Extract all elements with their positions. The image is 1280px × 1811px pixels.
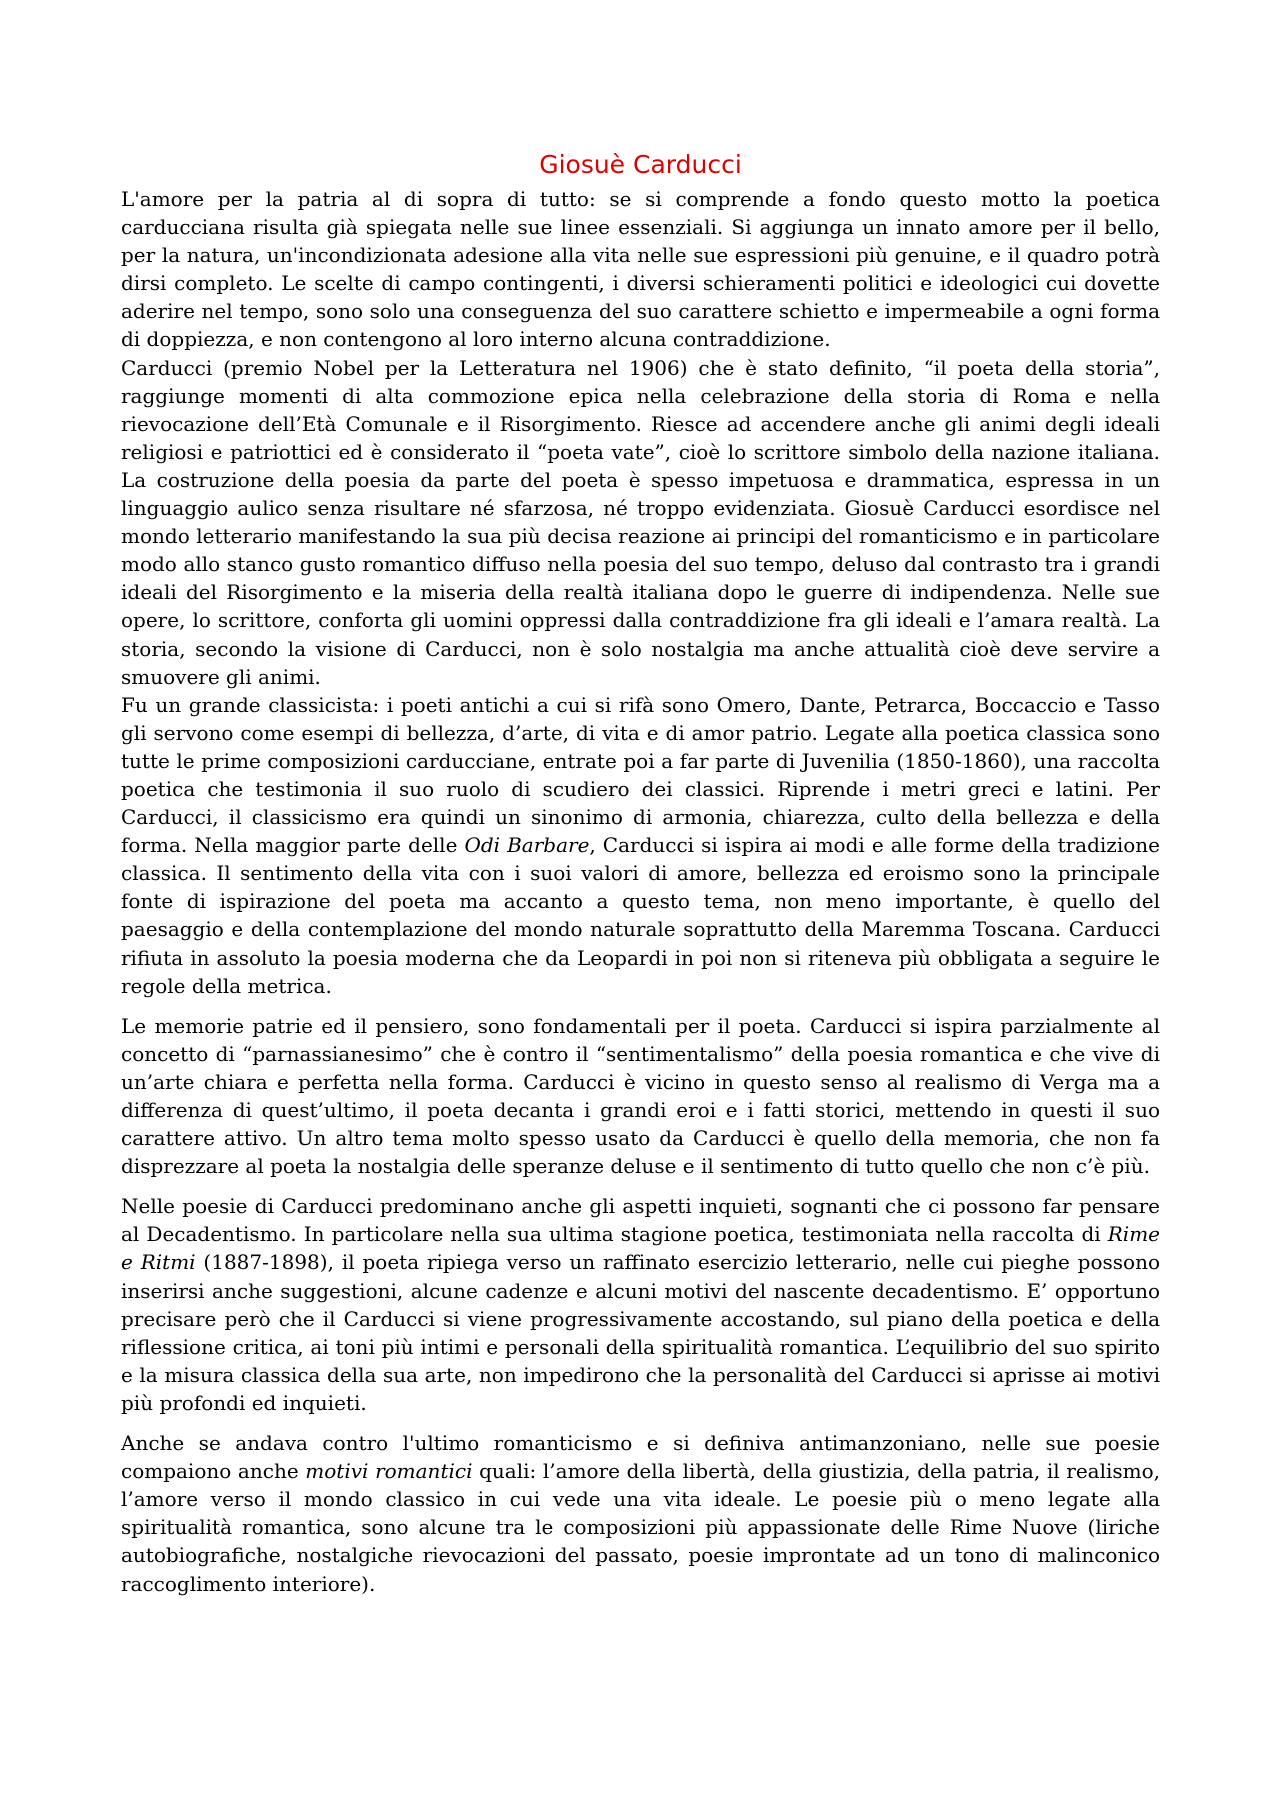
- paragraph-poeta-della-storia: Carducci (premio Nobel per la Letteratura nel 1906) che è stato definito, “il poeta della storia”, raggiunge momenti di alta commozione epica nella celebrazione della storia di Roma e nella rievocazione dell’Età Comunale e il Risorgimento. Riesce ad accendere anche gli animi degli ideali religiosi e patriottici ed è considerato il “poeta vate”, cioè lo scrittore simbolo della nazione italiana. La costruzione della poesia da parte del poeta è spesso impetuosa e drammatica, espressa in un linguaggio aulico senza risultare né sfarzosa, né troppo evidenziata. Giosuè Carducci esordisce nel mondo letterario manifestando la sua più decisa reazione ai principi del romanticismo e in particolare modo allo stanco gusto romantico diffuso nella poesia del suo tempo, deluso dal contrasto tra i grandi ideali del Risorgimento e la miseria della realtà italiana dopo le guerre di indipendenza. Nelle sue opere, lo scrittore, conforta gli uomini oppressi dalla contraddizione fra gli ideali e l’amara realtà. La storia, secondo la visione di Carducci, non è solo nostalgia ma anche attualità cioè deve servire a smuovere gli animi.: [121, 355, 1160, 689]
- paragraph-text: Anche se andava contro l'ultimo romanticismo e si definiva antimanzoniano, nelle sue poesie compaiono anche: [121, 1431, 1160, 1484]
- italic-phrase-motivi-romantici: motivi romantici: [305, 1459, 473, 1484]
- paragraph-motivi-romantici: [121, 1429, 1160, 1598]
- document-page: [121, 148, 1160, 1598]
- paragraph-text: , Carducci si ispira ai modi e alle forme della tradizione classica. Il sentimento della vita con i suoi valori di amore, bellezza ed eroismo sono la principale fonte di ispirazione del poeta ma accanto a questo tema, non meno importante, è quello del paesaggio e della contemplazione del mondo naturale soprattutto della Maremma Toscana. Carducci rifiuta in assoluto la poesia moderna che da Leopardi in poi non si riteneva più obbligata a seguire le regole della metrica.: [121, 833, 1160, 998]
- paragraph-text: quali: l’amore della libertà, della giustizia, della patria, il realismo, l’amore verso il mondo classico in cui vede una vita ideale. Le poesie più o meno legate alla spiritualità romantica, sono alcune tra le composizioni più appassionate delle Rime Nuove (liriche autobiografiche, nostalgiche rievocazioni del passato, poesie improntate ad un tono di malinconico raccoglimento interiore).: [121, 1459, 1160, 1596]
- paragraph-intro: L'amore per la patria al di sopra di tutto: se si comprende a fondo questo motto la poetica carducciana risulta già spiegata nelle sue linee essenziali. Si aggiunga un innato amore per il bello, per la natura, un'incondizionata adesione alla vita nelle sue espressioni più genuine, e il quadro potrà dirsi completo. Le scelte di campo contingenti, i diversi schieramenti politici e ideologici cui dovette aderire nel tempo, sono solo una conseguenza del suo carattere schietto e impermeabile a ogni forma di doppiezza, e non contengono al loro interno alcuna contraddizione.: [121, 187, 1160, 352]
- paragraph-memorie-patrie: Le memorie patrie ed il pensiero, sono fondamentali per il poeta. Carducci si ispira parzialmente al concetto di “parnassianesimo” che è contro il “sentimentalismo” della poesia romantica e che vive di un’arte chiara e perfetta nella forma. Carducci è vicino in questo senso al realismo di Verga ma a differenza di quest’ultimo, il poeta decanta i grandi eroi e i fatti storici, mettendo in questi il suo carattere attivo. Un altro tema molto spesso usato da Carducci è quello della memoria, che non fa disprezzare al poeta la nostalgia delle speranze deluse e il sentimento di tutto quello che non c’è più.: [121, 1013, 1160, 1179]
- italic-title-rime-e-ritmi: Rime e Ritmi: [121, 1222, 1160, 1275]
- document-title: Giosuè Carducci: [539, 150, 742, 179]
- paragraph-text: Nelle poesie di Carducci predominano anche gli aspetti inquieti, sognanti che ci possono far pensare al Decadentismo. In particolare nella sua ultima stagione poetica, testimoniata nella raccolta di: [121, 1194, 1160, 1247]
- paragraph-decadentismo: [121, 1192, 1160, 1417]
- paragraph-text: (1887-1898), il poeta ripiega verso un raffinato esercizio letterario, nelle cui pieghe possono inserirsi anche suggestioni, alcune cadenze e alcuni motivi del nascente decadentismo. E’ opportuno precisare però che il Carducci si viene progressivamente accostando, sul piano della poetica e della riflessione critica, ai toni più intimi e personali della spiritualità romantica. L’equilibrio del suo spirito e la misura classica della sua arte, non impedirono che la personalità del Carducci si aprisse ai motivi più profondi ed inquieti.: [121, 1250, 1160, 1415]
- paragraph-text: Fu un grande classicista: i poeti antichi a cui si rifà sono Omero, Dante, Petrarca, Boccaccio e Tasso gli servono come esempi di bellezza, d’arte, di vita e di amor patrio. Legate alla poetica classica sono tutte le prime composizioni carducciane, entrate poi a far parte di Juvenilia (1850-1860), una raccolta poetica che testimonia il suo ruolo di scudiero dei classici. Riprende i metri greci e latini. Per Carducci, il classicismo era quindi un sinonimo di armonia, chiarezza, culto della bellezza e della forma. Nella maggior parte delle: [121, 692, 1160, 858]
- paragraph-classicismo: [121, 691, 1160, 1000]
- italic-title-odi-barbare: Odi Barbare: [464, 833, 590, 858]
